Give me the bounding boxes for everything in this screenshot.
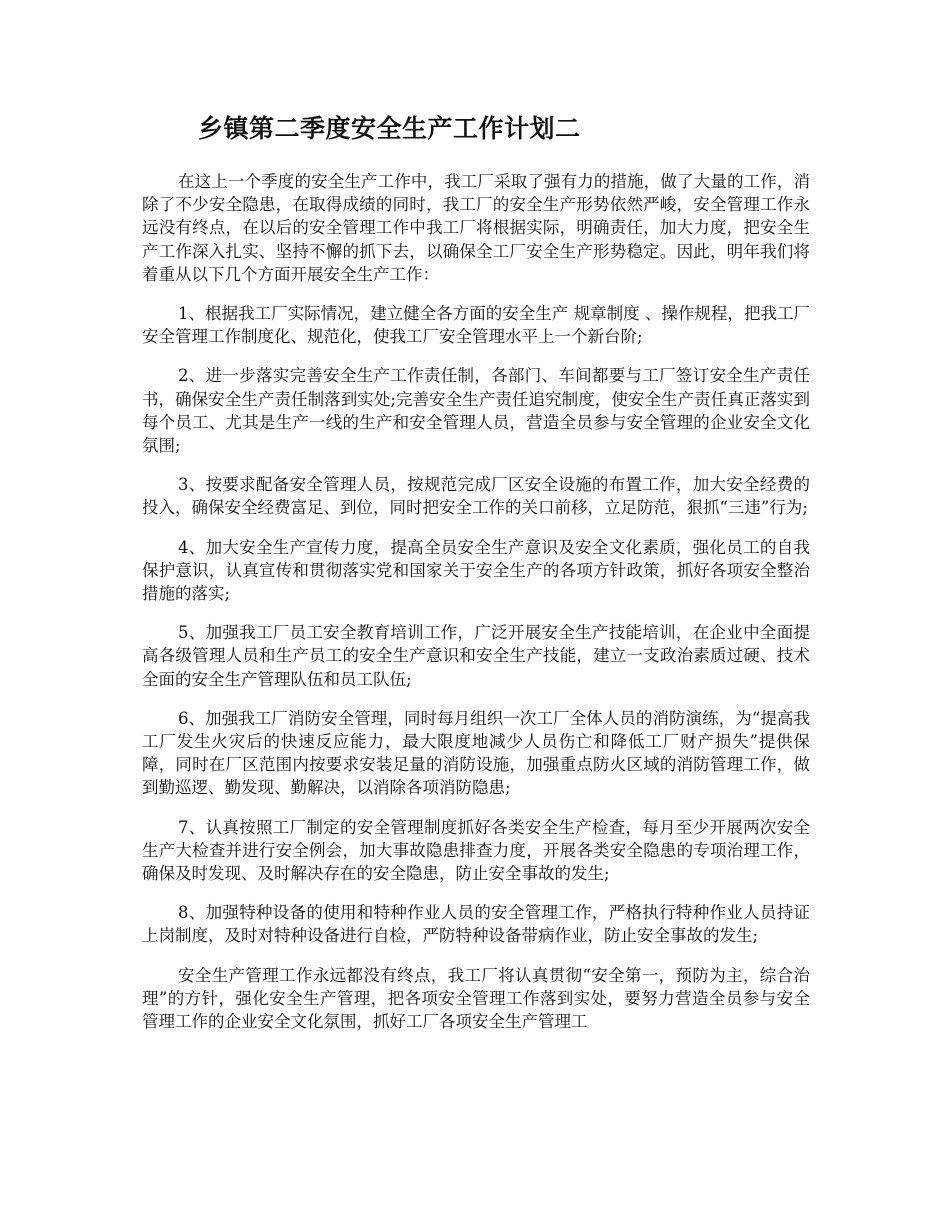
intro-paragraph: 在这上一个季度的安全生产工作中，我工厂采取了强有力的措施，做了大量的工作，消除了不少安全隐患，在取得成绩的同时，我工厂的安全生产形势依然严峻，安全管理工作永远没有终点，在以后的安全管理工作中我工厂将根据实际，明确责任，加大力度，把安全生产工作深入扎实、坚持不懈的抓下去，以确保全工厂安全生产形势稳定。因此，明年我们将着重从以下几个方面开展安全生产工作： (142, 172, 810, 284)
item-paragraph-4: 4、加大安全生产宣传力度，提高全员安全生产意识及安全文化素质，强化员工的自我保护意识，认真宣传和贯彻落实党和国家关于安全生产的各项方针政策，抓好各项安全整治措施的落实; (142, 537, 810, 604)
item-paragraph-6: 6、加强我工厂消防安全管理，同时每月组织一次工厂全体人员的消防演练，为“提高我工厂发生火灾后的快速反应能力，最大限度地减少人员伤亡和降低工厂财产损失”提供保障，同时在厂区范围内按要求安装足量的消防设施，加强重点防火区域的消防管理工作，做到勤巡逻、勤发现、勤解决，以消除各项消防隐患; (142, 708, 810, 798)
item-paragraph-5: 5、加强我工厂员工安全教育培训工作，广泛开展安全生产技能培训，在企业中全面提高各级管理人员和生产员工的安全生产意识和安全生产技能，建立一支政治素质过硬、技术全面的安全生产管理队伍和员工队伍; (142, 623, 810, 689)
item-paragraph-1: 1、根据我工厂实际情况，建立健全各方面的安全生产 规章制度 、操作规程，把我工厂安全管理工作制度化、规范化，使我工厂安全管理水平上一个新台阶; (142, 304, 810, 347)
item-paragraph-3: 3、按要求配备安全管理人员，按规范完成厂区安全设施的布置工作，加大安全经费的投入，确保安全经费富足、到位，同时把安全工作的关口前移，立足防范，狠抓“三违”行为; (142, 475, 810, 518)
document-page (142, 112, 810, 1049)
document-title: 乡镇第二季度安全生产工作计划二 (198, 114, 581, 143)
closing-paragraph: 安全生产管理工作永远都没有终点，我工厂将认真贯彻“安全第一，预防为主，综合治理”的方针，强化安全生产管理，把各项安全管理工作落到实处，要努力营造全员参与安全管理工作的企业安全文化氛围，抓好工厂各项安全生产管理工 (142, 965, 810, 1032)
item-paragraph-2: 2、进一步落实完善安全生产工作责任制，各部门、车间都要与工厂签订安全生产责任书，确保安全生产责任制落到实处;完善安全生产责任追究制度，使安全生产责任真正落实到每个员工、尤其是生产一线的生产和安全管理人员，营造全员参与安全管理的企业安全文化氛围; (142, 366, 810, 456)
item-paragraph-7: 7、认真按照工厂制定的安全管理制度抓好各类安全生产检查，每月至少开展两次安全生产大检查并进行安全例会，加大事故隐患排查力度，开展各类安全隐患的专项治理工作，确保及时发现、及时解决存在的安全隐患，防止安全事故的发生; (142, 817, 810, 884)
item-paragraph-8: 8、加强特种设备的使用和特种作业人员的安全管理工作，严格执行特种作业人员持证上岗制度，及时对特种设备进行自检，严防特种设备带病作业，防止安全事故的发生; (142, 903, 810, 946)
